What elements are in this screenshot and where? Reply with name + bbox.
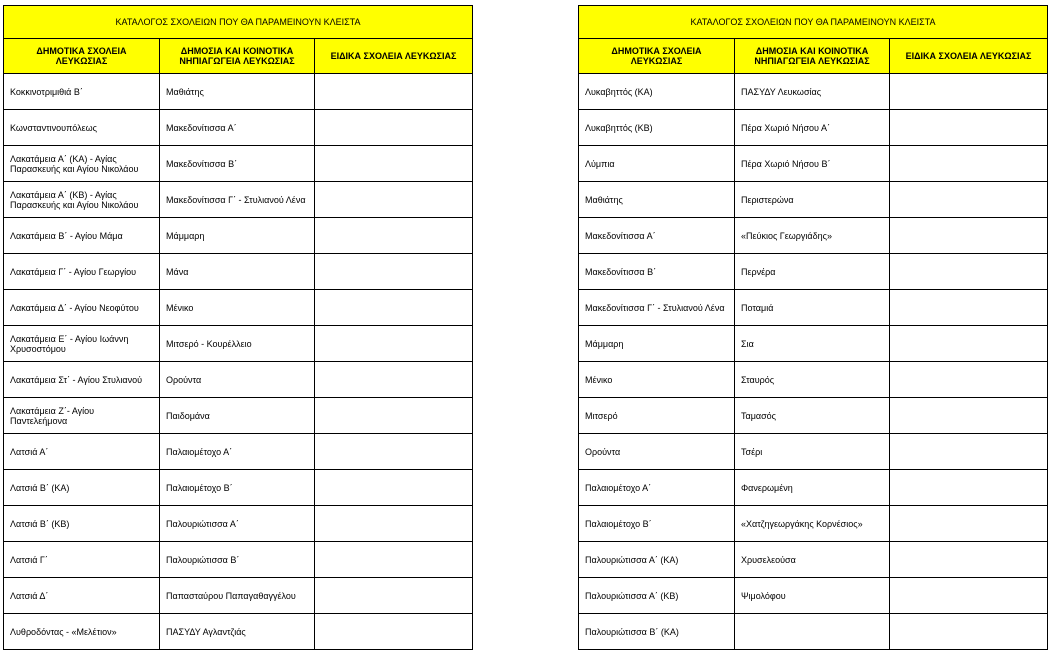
primary-school-cell: Μένικο bbox=[579, 362, 735, 398]
primary-school-cell: Λακατάμεια Δ΄ - Αγίου Νεοφύτου bbox=[4, 290, 160, 326]
primary-school-cell: Παλουριώτισσα Α΄ (ΚΒ) bbox=[579, 578, 735, 614]
special-school-cell bbox=[890, 218, 1048, 254]
kindergarten-cell: «Χατζηγεωργάκης Κορνέσιος» bbox=[735, 506, 890, 542]
kindergarten-cell: Περιστερώνα bbox=[735, 182, 890, 218]
column-header-kindergartens: ΔΗΜΟΣΙΑ ΚΑΙ ΚΟΙΝΟΤΙΚΑ ΝΗΠΙΑΓΩΓΕΙΑ ΛΕΥΚΩΣΙΑΣ bbox=[160, 39, 315, 74]
kindergarten-cell: Μάμμαρη bbox=[160, 218, 315, 254]
special-school-cell bbox=[315, 146, 473, 182]
column-header-kindergartens: ΔΗΜΟΣΙΑ ΚΑΙ ΚΟΙΝΟΤΙΚΑ ΝΗΠΙΑΓΩΓΕΙΑ ΛΕΥΚΩΣΙΑΣ bbox=[735, 39, 890, 74]
primary-school-cell: Λατσιά Γ΄ bbox=[4, 542, 160, 578]
special-school-cell bbox=[890, 470, 1048, 506]
table-row bbox=[579, 182, 1048, 218]
special-school-cell bbox=[315, 542, 473, 578]
table-row bbox=[4, 470, 473, 506]
kindergarten-cell: Ταμασός bbox=[735, 398, 890, 434]
table-row bbox=[579, 362, 1048, 398]
special-school-cell bbox=[890, 254, 1048, 290]
special-school-cell bbox=[315, 470, 473, 506]
special-school-cell bbox=[315, 218, 473, 254]
kindergarten-cell: Μακεδονίτισσα Α΄ bbox=[160, 110, 315, 146]
special-school-cell bbox=[890, 74, 1048, 110]
primary-school-cell: Λυκαβηττός (ΚΒ) bbox=[579, 110, 735, 146]
primary-school-cell: Λακατάμεια Γ΄ - Αγίου Γεωργίου bbox=[4, 254, 160, 290]
primary-school-cell: Μιτσερό bbox=[579, 398, 735, 434]
right-schools-table bbox=[578, 5, 1048, 650]
primary-school-cell: Λακατάμεια Α΄ (ΚΑ) - Αγίας Παρασκευής και Αγίου Νικολάου bbox=[4, 146, 160, 182]
table-row bbox=[4, 398, 473, 434]
primary-school-cell: Παλουριώτισσα Β΄ (ΚΑ) bbox=[579, 614, 735, 650]
kindergarten-cell: Ορούντα bbox=[160, 362, 315, 398]
special-school-cell bbox=[315, 434, 473, 470]
special-school-cell bbox=[315, 362, 473, 398]
primary-school-cell: Μάμμαρη bbox=[579, 326, 735, 362]
special-school-cell bbox=[890, 614, 1048, 650]
special-school-cell bbox=[315, 74, 473, 110]
kindergarten-cell: ΠΑΣΥΔΥ Λευκωσίας bbox=[735, 74, 890, 110]
table-row bbox=[579, 74, 1048, 110]
special-school-cell bbox=[315, 254, 473, 290]
kindergarten-cell: Παλουριώτισσα Β΄ bbox=[160, 542, 315, 578]
kindergarten-cell: Τσέρι bbox=[735, 434, 890, 470]
kindergarten-cell: Μακεδονίτισσα Β΄ bbox=[160, 146, 315, 182]
primary-school-cell: Μαθιάτης bbox=[579, 182, 735, 218]
primary-school-cell: Λακατάμεια Στ΄ - Αγίου Στυλιανού bbox=[4, 362, 160, 398]
kindergarten-cell: ΠΑΣΥΔΥ Αγλαντζιάς bbox=[160, 614, 315, 650]
table-row bbox=[579, 578, 1048, 614]
primary-school-cell: Λατσιά Δ΄ bbox=[4, 578, 160, 614]
kindergarten-cell: Παλαιομέτοχο Β΄ bbox=[160, 470, 315, 506]
table-row bbox=[579, 146, 1048, 182]
special-school-cell bbox=[315, 398, 473, 434]
table-row bbox=[4, 254, 473, 290]
table-row bbox=[4, 182, 473, 218]
kindergarten-cell: Ποταμιά bbox=[735, 290, 890, 326]
column-header-primary-schools: ΔΗΜΟΤΙΚΑ ΣΧΟΛΕΙΑ ΛΕΥΚΩΣΙΑΣ bbox=[4, 39, 160, 74]
kindergarten-cell: Παιδομάνα bbox=[160, 398, 315, 434]
kindergarten-cell: Χρυσελεούσα bbox=[735, 542, 890, 578]
primary-school-cell: Ορούντα bbox=[579, 434, 735, 470]
primary-school-cell: Λατσιά Β΄ (ΚΑ) bbox=[4, 470, 160, 506]
primary-school-cell: Λακατάμεια Α΄ (ΚΒ) - Αγίας Παρασκευής και Αγίου Νικολάου bbox=[4, 182, 160, 218]
table-row bbox=[579, 470, 1048, 506]
special-school-cell bbox=[890, 326, 1048, 362]
primary-school-cell: Κωνσταντινουπόλεως bbox=[4, 110, 160, 146]
kindergarten-cell: Πέρα Χωριό Νήσου Β΄ bbox=[735, 146, 890, 182]
special-school-cell bbox=[315, 578, 473, 614]
primary-school-cell: Λατσιά Β΄ (ΚΒ) bbox=[4, 506, 160, 542]
special-school-cell bbox=[890, 542, 1048, 578]
table-row bbox=[579, 254, 1048, 290]
primary-school-cell: Λυκαβηττός (ΚΑ) bbox=[579, 74, 735, 110]
kindergarten-cell: Μένικο bbox=[160, 290, 315, 326]
kindergarten-cell: Μακεδονίτισσα Γ΄ - Στυλιανού Λένα bbox=[160, 182, 315, 218]
kindergarten-cell: Μαθιάτης bbox=[160, 74, 315, 110]
kindergarten-cell: Περνέρα bbox=[735, 254, 890, 290]
special-school-cell bbox=[315, 110, 473, 146]
primary-school-cell: Μακεδονίτισσα Β΄ bbox=[579, 254, 735, 290]
special-school-cell bbox=[315, 290, 473, 326]
special-school-cell bbox=[890, 362, 1048, 398]
primary-school-cell: Παλαιομέτοχο Α΄ bbox=[579, 470, 735, 506]
table-row bbox=[4, 362, 473, 398]
special-school-cell bbox=[890, 398, 1048, 434]
special-school-cell bbox=[315, 506, 473, 542]
kindergarten-cell: Παλουριώτισσα Α΄ bbox=[160, 506, 315, 542]
column-header-special-schools: ΕΙΔΙΚΑ ΣΧΟΛΕΙΑ ΛΕΥΚΩΣΙΑΣ bbox=[890, 39, 1048, 74]
kindergarten-cell: Μιτσερό - Κουρέλλειο bbox=[160, 326, 315, 362]
kindergarten-cell: Σταυρός bbox=[735, 362, 890, 398]
primary-school-cell: Λακατάμεια Β΄ - Αγίου Μάμα bbox=[4, 218, 160, 254]
primary-school-cell: Λακατάμεια Ε΄ - Αγίου Ιωάννη Χρυσοστόμου bbox=[4, 326, 160, 362]
primary-school-cell: Κοκκινοτριμιθιά Β΄ bbox=[4, 74, 160, 110]
special-school-cell bbox=[890, 146, 1048, 182]
primary-school-cell: Παλουριώτισσα Α΄ (ΚΑ) bbox=[579, 542, 735, 578]
table-row bbox=[579, 290, 1048, 326]
special-school-cell bbox=[890, 182, 1048, 218]
special-school-cell bbox=[315, 182, 473, 218]
table-row bbox=[579, 398, 1048, 434]
table-row bbox=[4, 146, 473, 182]
table-row bbox=[4, 506, 473, 542]
kindergarten-cell: Παπασταύρου Παπαγαθαγγέλου bbox=[160, 578, 315, 614]
special-school-cell bbox=[315, 614, 473, 650]
special-school-cell bbox=[890, 578, 1048, 614]
special-school-cell bbox=[890, 506, 1048, 542]
table-row bbox=[4, 110, 473, 146]
table-title: ΚΑΤΑΛΟΓΟΣ ΣΧΟΛΕΙΩΝ ΠΟΥ ΘΑ ΠΑΡΑΜΕΙΝΟΥΝ ΚΛΕΙΣΤΑ bbox=[579, 6, 1048, 39]
table-row bbox=[4, 614, 473, 650]
kindergarten-cell: «Πεύκιος Γεωργιάδης» bbox=[735, 218, 890, 254]
table-row bbox=[4, 218, 473, 254]
special-school-cell bbox=[890, 290, 1048, 326]
kindergarten-cell: Πέρα Χωριό Νήσου Α΄ bbox=[735, 110, 890, 146]
table-row bbox=[4, 578, 473, 614]
kindergarten-cell: Φανερωμένη bbox=[735, 470, 890, 506]
primary-school-cell: Λυθροδόντας - «Μελέτιον» bbox=[4, 614, 160, 650]
kindergarten-cell: Ψιμολόφου bbox=[735, 578, 890, 614]
kindergarten-cell: Μάνα bbox=[160, 254, 315, 290]
table-row bbox=[4, 74, 473, 110]
table-row bbox=[579, 614, 1048, 650]
table-row bbox=[579, 506, 1048, 542]
table-row bbox=[579, 218, 1048, 254]
table-row bbox=[4, 326, 473, 362]
left-schools-table bbox=[3, 5, 473, 650]
primary-school-cell: Λύμπια bbox=[579, 146, 735, 182]
primary-school-cell: Μακεδονίτισσα Γ΄ - Στυλιανού Λένα bbox=[579, 290, 735, 326]
primary-school-cell: Μακεδονίτισσα Α΄ bbox=[579, 218, 735, 254]
special-school-cell bbox=[890, 110, 1048, 146]
special-school-cell bbox=[890, 434, 1048, 470]
column-header-special-schools: ΕΙΔΙΚΑ ΣΧΟΛΕΙΑ ΛΕΥΚΩΣΙΑΣ bbox=[315, 39, 473, 74]
table-row bbox=[579, 434, 1048, 470]
special-school-cell bbox=[315, 326, 473, 362]
table-row bbox=[4, 290, 473, 326]
table-row bbox=[4, 434, 473, 470]
kindergarten-cell: Σια bbox=[735, 326, 890, 362]
table-row bbox=[579, 542, 1048, 578]
primary-school-cell: Λατσιά Α΄ bbox=[4, 434, 160, 470]
table-row bbox=[579, 326, 1048, 362]
table-title: ΚΑΤΑΛΟΓΟΣ ΣΧΟΛΕΙΩΝ ΠΟΥ ΘΑ ΠΑΡΑΜΕΙΝΟΥΝ ΚΛΕΙΣΤΑ bbox=[4, 6, 473, 39]
table-row bbox=[4, 542, 473, 578]
table-row bbox=[579, 110, 1048, 146]
kindergarten-cell: Παλαιομέτοχο Α΄ bbox=[160, 434, 315, 470]
primary-school-cell: Λακατάμεια Ζ΄- Αγίου Παντελεήμονα bbox=[4, 398, 160, 434]
column-header-primary-schools: ΔΗΜΟΤΙΚΑ ΣΧΟΛΕΙΑ ΛΕΥΚΩΣΙΑΣ bbox=[579, 39, 735, 74]
primary-school-cell: Παλαιομέτοχο Β΄ bbox=[579, 506, 735, 542]
kindergarten-cell bbox=[735, 614, 890, 650]
